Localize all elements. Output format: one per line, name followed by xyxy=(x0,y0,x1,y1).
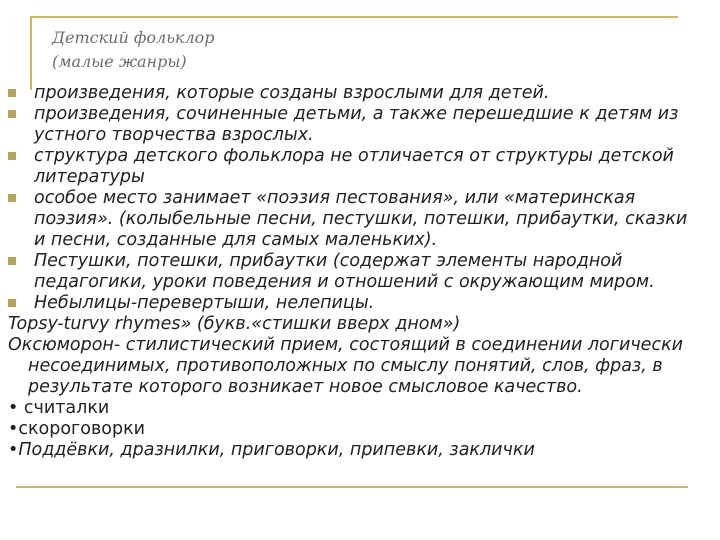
bullet-text: произведения, сочиненные детьми, а также перешедшие к детям из устного творчества взрослых. xyxy=(34,104,679,145)
extra-item-teasers xyxy=(8,440,698,461)
extra-item-tongue-twisters xyxy=(8,419,698,440)
dot-bullet-icon: • xyxy=(8,419,19,439)
square-bullet-icon xyxy=(8,194,16,202)
bullet-text: Пестушки, потешки, прибаутки (содержат элементы народной педагогики, уроки поведения и отношений с окружающим миром. xyxy=(34,251,655,292)
topsy-turvy-line: Topsy-turvy rhymes» (букв.«стишки вверх дном») xyxy=(8,314,461,334)
square-bullet-icon xyxy=(8,299,16,307)
dot-bullet-icon: • xyxy=(8,440,19,460)
square-bullet-icon xyxy=(8,89,16,97)
bullet-item xyxy=(8,146,698,188)
decorative-rule-top xyxy=(30,16,678,18)
slide-title-line-2: (малые жанры) xyxy=(52,52,187,71)
decorative-rule-bottom xyxy=(16,486,688,488)
bullet-item xyxy=(8,83,698,104)
bullet-item xyxy=(8,293,698,314)
bullet-text: Небылицы-перевертыши, нелепицы. xyxy=(34,293,375,313)
decorative-rule-left xyxy=(30,16,32,90)
extra-item-text: считалки xyxy=(23,398,110,418)
slide-title xyxy=(52,26,215,74)
bullet-text: структура детского фольклора не отличается от структуры детской литературы xyxy=(34,146,674,187)
bullet-item xyxy=(8,104,698,146)
slide-title-line-1: Детский фольклор xyxy=(52,28,215,47)
square-bullet-icon xyxy=(8,110,16,118)
bullet-item xyxy=(8,251,698,293)
extra-item-counting-rhymes xyxy=(8,398,698,419)
oxymoron-definition: Оксюморон- стилистический прием, состоящий в соединении логически несоединимых, противоположных по смыслу понятий, слов, фраз, в результате которого возникает новое смысловое качество. xyxy=(8,335,684,397)
extra-item-text: Поддёвки, дразнилки, приговорки, припевки, заклички xyxy=(18,440,535,460)
bullet-text: произведения, которые созданы взрослыми для детей. xyxy=(34,83,550,103)
dot-bullet-icon: • xyxy=(8,398,19,418)
square-bullet-icon xyxy=(8,257,16,265)
slide-body xyxy=(8,83,698,461)
bullet-text: особое место занимает «поэзия пестования», или «материнская поэзия». (колыбельные песни, пестушки, потешки, прибаутки, сказки и песни, созданные для самых маленьких). xyxy=(34,188,688,250)
square-bullet-icon xyxy=(8,152,16,160)
bullet-item xyxy=(8,188,698,251)
extra-item-text: скороговорки xyxy=(18,419,146,439)
